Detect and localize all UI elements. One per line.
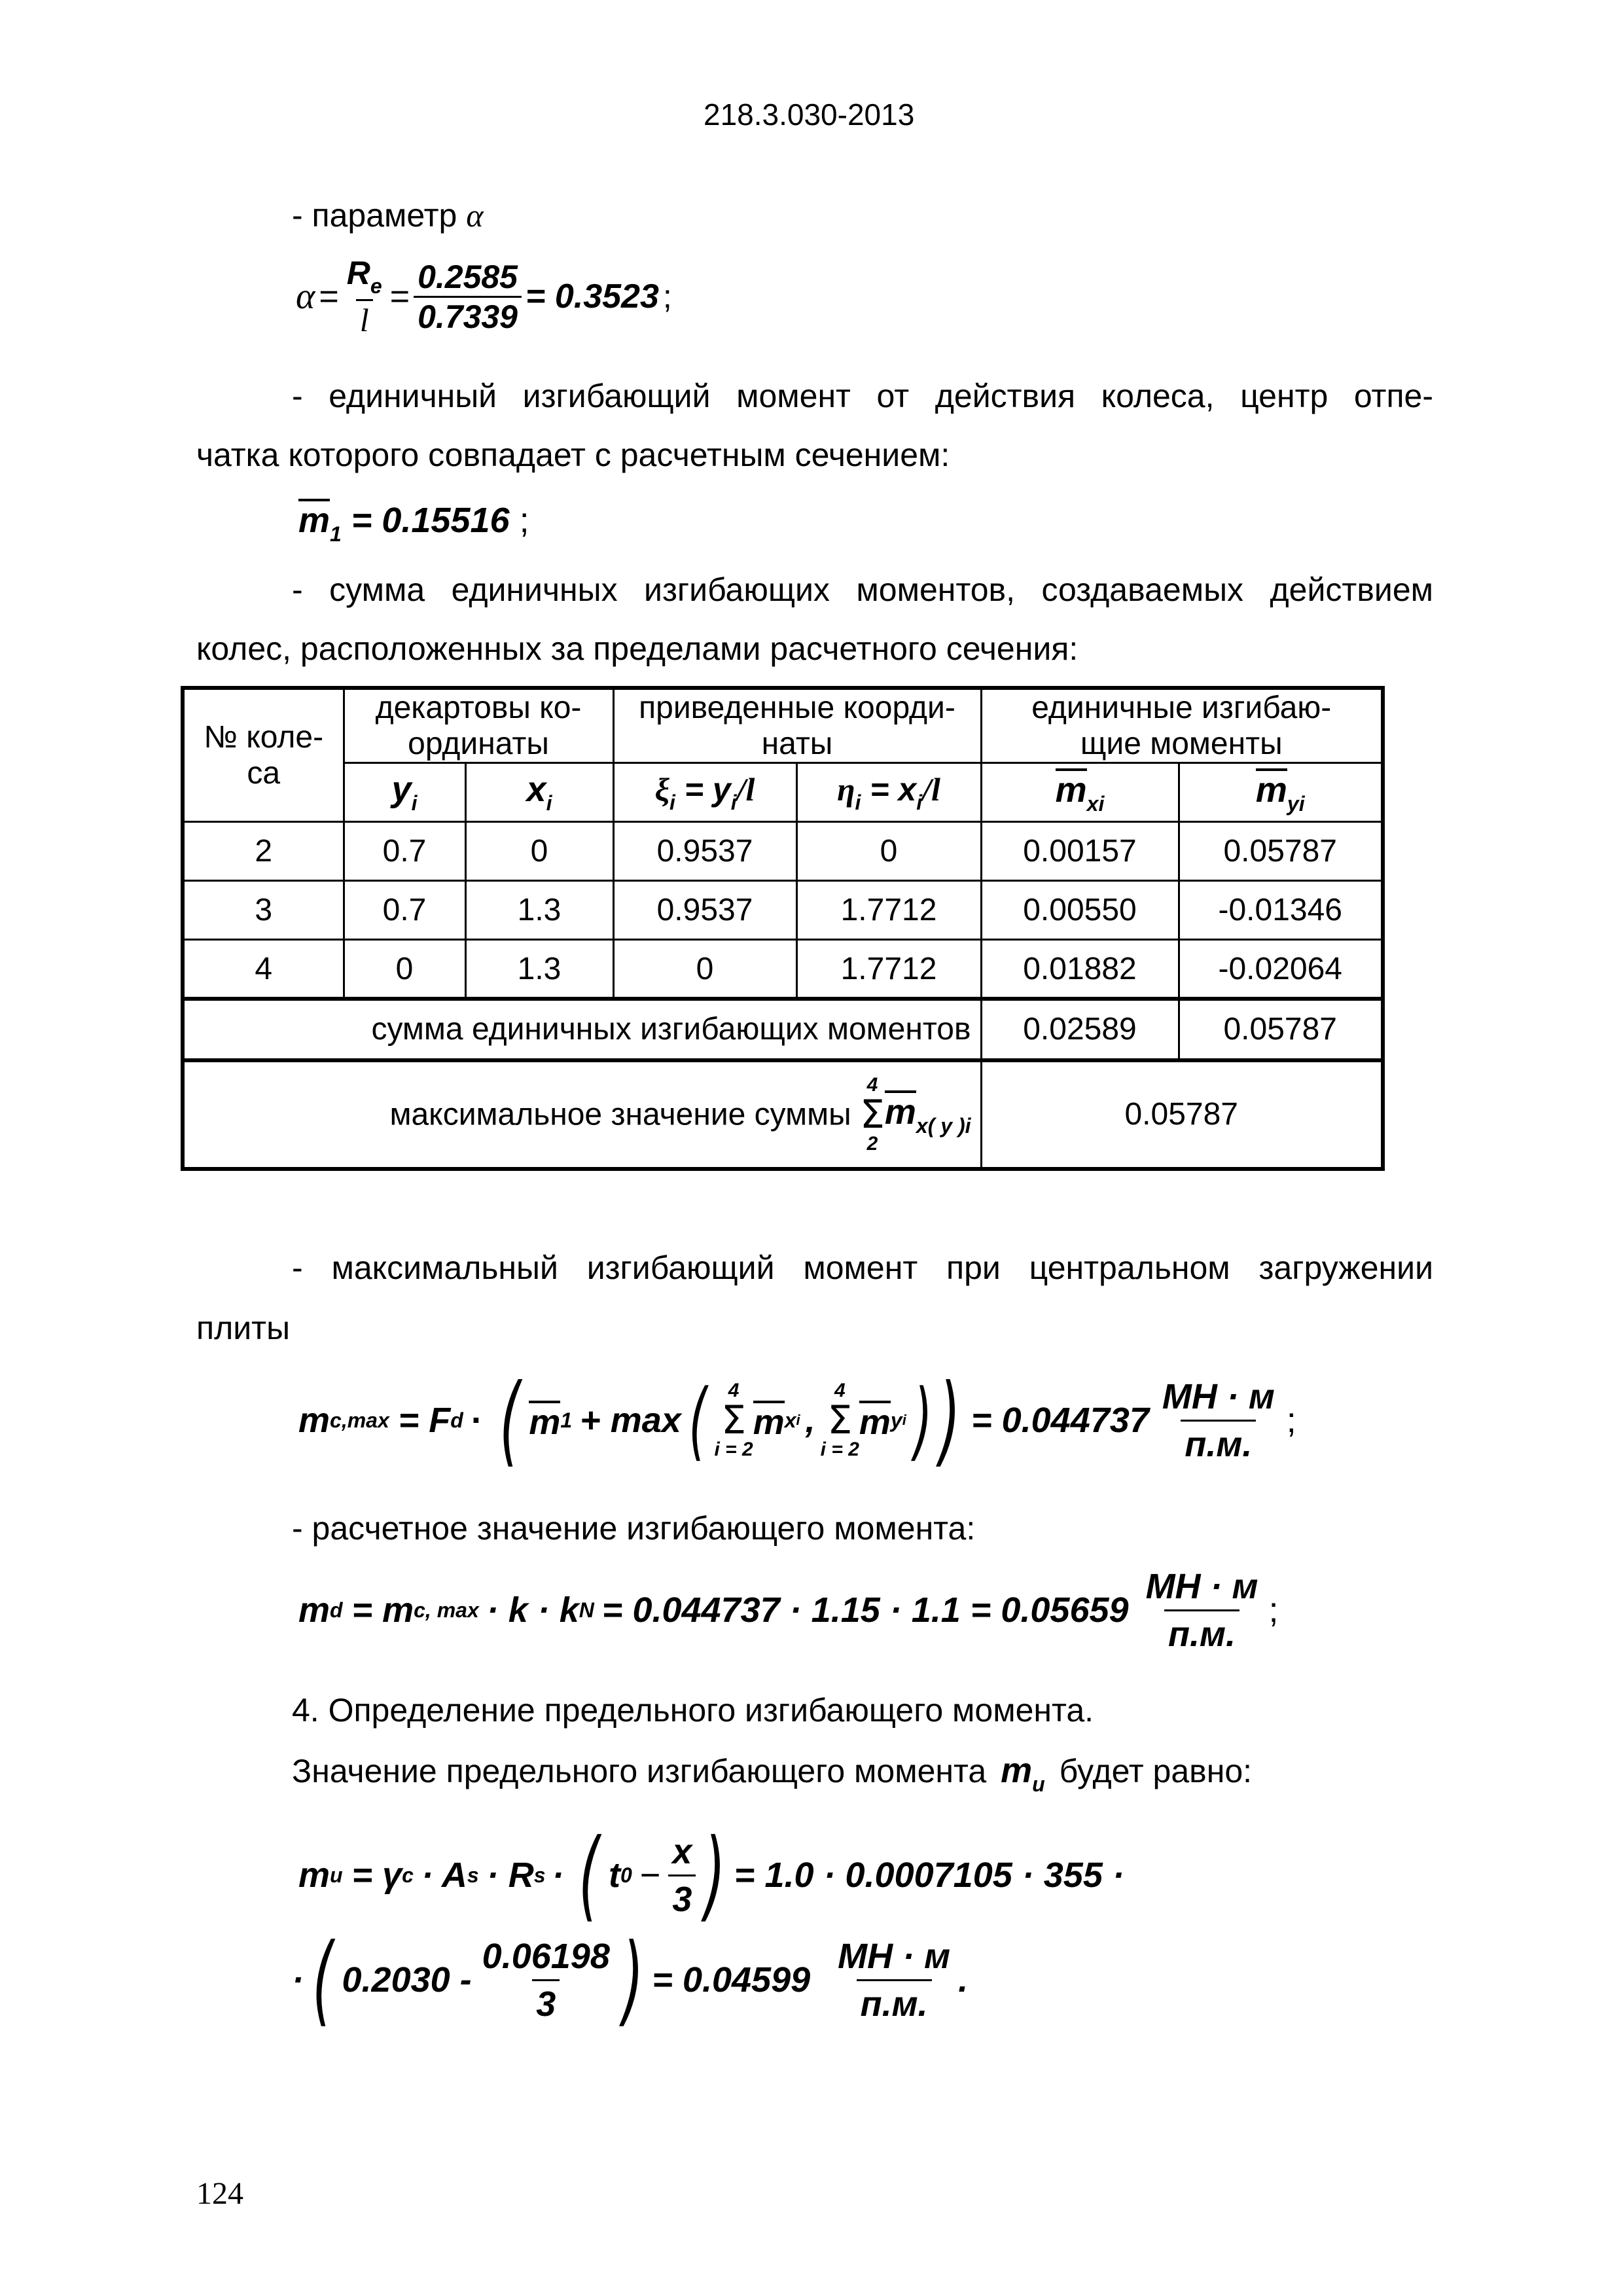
header-eta-rest-sub: i xyxy=(916,790,923,814)
unit-moment-line1: - единичный изгибающий момент от действия колеса, центр отпе- xyxy=(292,378,1433,414)
max-value: 0.05787 xyxy=(981,1060,1383,1169)
m1-end: ; xyxy=(519,501,529,540)
sigma-x-group xyxy=(715,1381,753,1460)
minus: − xyxy=(639,1856,661,1895)
m1-subscript: 1 xyxy=(330,522,342,546)
ultimate-moment-equation-1 xyxy=(298,1820,1124,1931)
sum-text-line2: колес, расположенных за пределами расчетного сечения: xyxy=(196,630,1079,667)
ultimate-moment-unit xyxy=(834,1936,954,2024)
my-bar: m xyxy=(859,1401,891,1440)
cell-my: -0.01346 xyxy=(1179,881,1383,940)
mc-sub: c,max xyxy=(330,1408,389,1432)
cell-y: 0 xyxy=(344,940,465,999)
mx-bar-subsub: i xyxy=(796,1412,800,1428)
cell-xi: 0.9537 xyxy=(613,822,796,881)
header-cartesian-1: декартовы ко- xyxy=(375,691,582,725)
cell-y: 0.7 xyxy=(344,822,465,881)
header-cartesian-2: ординаты xyxy=(408,726,549,762)
unit-moments-table xyxy=(181,686,1385,1171)
alpha-label-text: - параметр xyxy=(292,197,457,234)
unit-moment-line2: чатка которого совпадает с расчетным сечением: xyxy=(196,437,950,473)
m1-symbol: m xyxy=(298,499,330,538)
header-unit-moments xyxy=(981,688,1383,763)
t0-symbol: t xyxy=(609,1856,620,1895)
gamma-c-sub: c xyxy=(402,1863,414,1887)
alpha-value-fraction xyxy=(414,260,522,333)
unit-denominator: п.м. xyxy=(857,1979,932,2024)
mx-bar-sub: x xyxy=(784,1408,796,1432)
alpha-result: 0.3523 xyxy=(554,278,659,315)
sigma-lower: 2 xyxy=(866,1132,878,1155)
design-moment-end: ; xyxy=(1268,1590,1279,1630)
sigma-group xyxy=(860,1075,885,1154)
cell-x: 1.3 xyxy=(465,881,613,940)
mc-symbol: m xyxy=(298,1401,330,1440)
sigma-y-upper: 4 xyxy=(834,1380,846,1401)
cell-eta: 0 xyxy=(796,822,981,881)
mu-symbol: m xyxy=(1001,1751,1033,1790)
right-paren: ) xyxy=(704,1818,726,1932)
header-y-sub: i xyxy=(411,791,418,816)
unit-numerator: МН · м xyxy=(838,1936,951,1976)
sum-text-line1: - сумма единичных изгибающих моментов, создаваемых действием xyxy=(292,571,1433,608)
design-moment-equation xyxy=(298,1564,1279,1656)
max-row xyxy=(183,1060,1383,1169)
table-row xyxy=(183,940,1383,999)
sigma-symbol: Σ xyxy=(859,1091,885,1138)
left-paren: ( xyxy=(312,1923,334,2037)
dot-operator: · xyxy=(552,1856,564,1895)
alpha-symbol: α xyxy=(466,197,484,234)
header-mx-sub: xi xyxy=(1086,792,1105,816)
max-moment-result: = 0.044737 xyxy=(971,1401,1149,1440)
header-eta-symbol: η xyxy=(837,770,855,808)
mx-bar: m xyxy=(753,1401,785,1440)
alpha-end: ; xyxy=(662,278,672,315)
gamma-c: = γ xyxy=(351,1856,402,1895)
header-y xyxy=(344,763,465,822)
md-symbol: m xyxy=(298,1590,330,1630)
mcmax-sub: c, max xyxy=(414,1598,479,1622)
equals-sign: = xyxy=(319,278,339,315)
max-label-cell xyxy=(183,1060,981,1169)
cell-xi: 0.9537 xyxy=(613,881,796,940)
header-eta-rest: = x xyxy=(870,770,917,808)
right-paren-outer: ) xyxy=(938,1363,960,1477)
cell-mx: 0.00157 xyxy=(981,822,1179,881)
cell-mx: 0.00550 xyxy=(981,881,1179,940)
sigma-y-group xyxy=(821,1381,859,1460)
re-symbol: R xyxy=(346,255,370,291)
max-moment-equation xyxy=(298,1361,1296,1479)
x-numerator: x xyxy=(672,1831,692,1871)
cell-x: 0 xyxy=(465,822,613,881)
max-moment-end: ; xyxy=(1286,1401,1296,1440)
mu-eq-symbol: m xyxy=(298,1856,330,1895)
max-moment-line1: - максимальный изгибающий момент при центральном загружении xyxy=(292,1249,1433,1286)
section-4-line2-a: Значение предельного изгибающего момента xyxy=(292,1753,987,1789)
alpha-label xyxy=(292,199,483,232)
my-bar-subsub: i xyxy=(902,1412,906,1428)
lead-dot: · xyxy=(292,1960,304,2000)
t0-sub: 0 xyxy=(620,1863,632,1887)
alpha-equation: α = $\frac{R_e}{l}$ = $\frac{0.2585}{0.7339}$ = 0.3523 ; xyxy=(296,255,672,338)
left-paren-outer: ( xyxy=(499,1363,521,1477)
header-mx-symbol: m xyxy=(1056,768,1087,808)
fd-sub: d xyxy=(450,1408,463,1432)
md-sub: d xyxy=(330,1598,343,1622)
right-paren: ) xyxy=(622,1923,644,2037)
cell-n: 2 xyxy=(183,822,344,881)
cell-my: 0.05787 xyxy=(1179,822,1383,881)
cell-mx: 0.01882 xyxy=(981,940,1179,999)
header-reduced xyxy=(613,688,981,763)
header-unit-moments-1: единичные изгибаю- xyxy=(1031,691,1332,725)
left-paren: ( xyxy=(579,1818,600,1932)
sigma-x-symbol: Σ xyxy=(721,1397,747,1443)
header-my-symbol: m xyxy=(1256,768,1287,808)
document-number: 218.3.030-2013 xyxy=(704,98,915,132)
header-wheel-number-text: № коле- са xyxy=(204,720,324,791)
header-x-symbol: x xyxy=(526,770,546,810)
max-moment-line2: плиты xyxy=(196,1310,291,1346)
ultimate-moment-equation-2 xyxy=(292,1924,968,2036)
k-factors: · k · k xyxy=(486,1590,579,1630)
sigma-y-lower: i = 2 xyxy=(820,1439,859,1460)
unit-numerator: МН · м xyxy=(1162,1376,1275,1416)
unit-denominator: п.м. xyxy=(1164,1609,1240,1655)
header-xi-symbol: ξ xyxy=(654,770,670,808)
ultimate-eq1-result: = 1.0 · 0.0007105 · 355 · xyxy=(734,1856,1124,1895)
m1-bar-sub: 1 xyxy=(560,1408,573,1432)
cell-eta: 1.7712 xyxy=(796,881,981,940)
cell-xi: 0 xyxy=(613,940,796,999)
sum-label: сумма единичных изгибающих моментов xyxy=(183,999,981,1060)
header-my xyxy=(1179,763,1383,822)
header-eta-end: /l xyxy=(922,770,940,808)
x-value-numerator: 0.06198 xyxy=(482,1936,610,1976)
alpha-lhs: α xyxy=(296,276,315,317)
table-row xyxy=(183,822,1383,881)
alpha-denominator: 0.7339 xyxy=(414,296,522,333)
t0-value: 0.2030 - xyxy=(342,1960,472,2000)
design-moment-label: - расчетное значение изгибающего момента: xyxy=(292,1510,976,1547)
as-sub: s xyxy=(467,1863,479,1887)
dot-operator: · xyxy=(471,1401,483,1440)
equals-sign-2: = xyxy=(389,278,410,315)
section-4-line2 xyxy=(292,1753,1252,1795)
cell-y: 0.7 xyxy=(344,881,465,940)
rs-symbol: · R xyxy=(486,1856,534,1895)
sigma-y-symbol: Σ xyxy=(827,1397,853,1443)
three-denominator: 3 xyxy=(668,1874,696,1920)
table-row xyxy=(183,881,1383,940)
header-xi-sub: i xyxy=(669,790,675,814)
header-unit-moments-2: щие моменты xyxy=(1080,726,1283,762)
header-mx xyxy=(981,763,1179,822)
as-symbol: · A xyxy=(421,1856,467,1895)
cell-my: -0.02064 xyxy=(1179,940,1383,999)
sigma-x-lower: i = 2 xyxy=(714,1439,753,1460)
sigma-x-upper: 4 xyxy=(728,1380,740,1401)
header-wheel-number xyxy=(183,688,344,822)
ultimate-moment-end: . xyxy=(958,1960,969,2000)
sum-mx: 0.02589 xyxy=(981,999,1179,1060)
section-4-title: 4. Определение предельного изгибающего момента. xyxy=(292,1692,1094,1729)
design-moment-result: = 0.044737 · 1.15 · 1.1 = 0.05659 xyxy=(601,1590,1129,1630)
max-m-symbol: m xyxy=(885,1090,916,1130)
header-eta-sub: i xyxy=(855,790,861,814)
x-over-3 xyxy=(668,1831,696,1920)
comma: , xyxy=(805,1401,815,1440)
header-eta xyxy=(796,763,981,822)
header-reduced-1: приведенные коорди- xyxy=(639,691,955,725)
sum-my: 0.05787 xyxy=(1179,999,1383,1060)
fd-symbol: = F xyxy=(398,1401,451,1440)
header-xi xyxy=(613,763,796,822)
x-value-denominator: 3 xyxy=(532,1979,560,2024)
right-paren-inner: ) xyxy=(914,1371,933,1470)
header-reduced-2: наты xyxy=(761,726,833,762)
m1-bar: m xyxy=(529,1401,560,1440)
kn-sub: N xyxy=(579,1598,594,1622)
max-moment-unit xyxy=(1158,1376,1279,1465)
my-bar-sub: y xyxy=(890,1408,902,1432)
mcmax-symbol: = m xyxy=(351,1590,414,1630)
page-number: 124 xyxy=(196,2176,243,2211)
mu-eq-sub: u xyxy=(330,1863,343,1887)
re-over-l-fraction xyxy=(343,257,386,336)
re-subscript: e xyxy=(370,274,382,298)
ultimate-moment-result: = 0.04599 xyxy=(652,1960,811,2000)
header-xi-rest: = y xyxy=(684,770,731,808)
sigma-upper: 4 xyxy=(866,1073,878,1096)
cell-eta: 1.7712 xyxy=(796,940,981,999)
alpha-numerator: 0.2585 xyxy=(418,258,518,295)
max-label: максимальное значение суммы xyxy=(389,1097,851,1132)
plus-max: + max xyxy=(580,1401,681,1440)
section-4-line2-b: будет равно: xyxy=(1059,1753,1253,1789)
header-x-sub: i xyxy=(546,791,552,816)
rs-sub: s xyxy=(533,1863,546,1887)
unit-moment-equation xyxy=(298,499,529,545)
header-x xyxy=(465,763,613,822)
header-y-symbol: y xyxy=(391,770,412,810)
header-cartesian xyxy=(344,688,613,763)
x-value-fraction xyxy=(478,1936,614,2024)
cell-n: 4 xyxy=(183,940,344,999)
header-xi-rest-sub: i xyxy=(730,790,737,814)
cell-x: 1.3 xyxy=(465,940,613,999)
unit-denominator: п.м. xyxy=(1181,1420,1256,1465)
header-my-sub: yi xyxy=(1287,792,1305,816)
cell-n: 3 xyxy=(183,881,344,940)
l-symbol: l xyxy=(356,299,373,336)
header-xi-end: /l xyxy=(736,770,755,808)
left-paren-inner: ( xyxy=(688,1371,707,1470)
design-moment-unit xyxy=(1142,1566,1262,1655)
m1-value: = 0.15516 xyxy=(351,501,510,540)
sum-row xyxy=(183,999,1383,1060)
unit-numerator: МН · м xyxy=(1145,1566,1258,1606)
mu-sub: u xyxy=(1032,1772,1045,1796)
max-m-sub: x( y )i xyxy=(916,1114,971,1138)
